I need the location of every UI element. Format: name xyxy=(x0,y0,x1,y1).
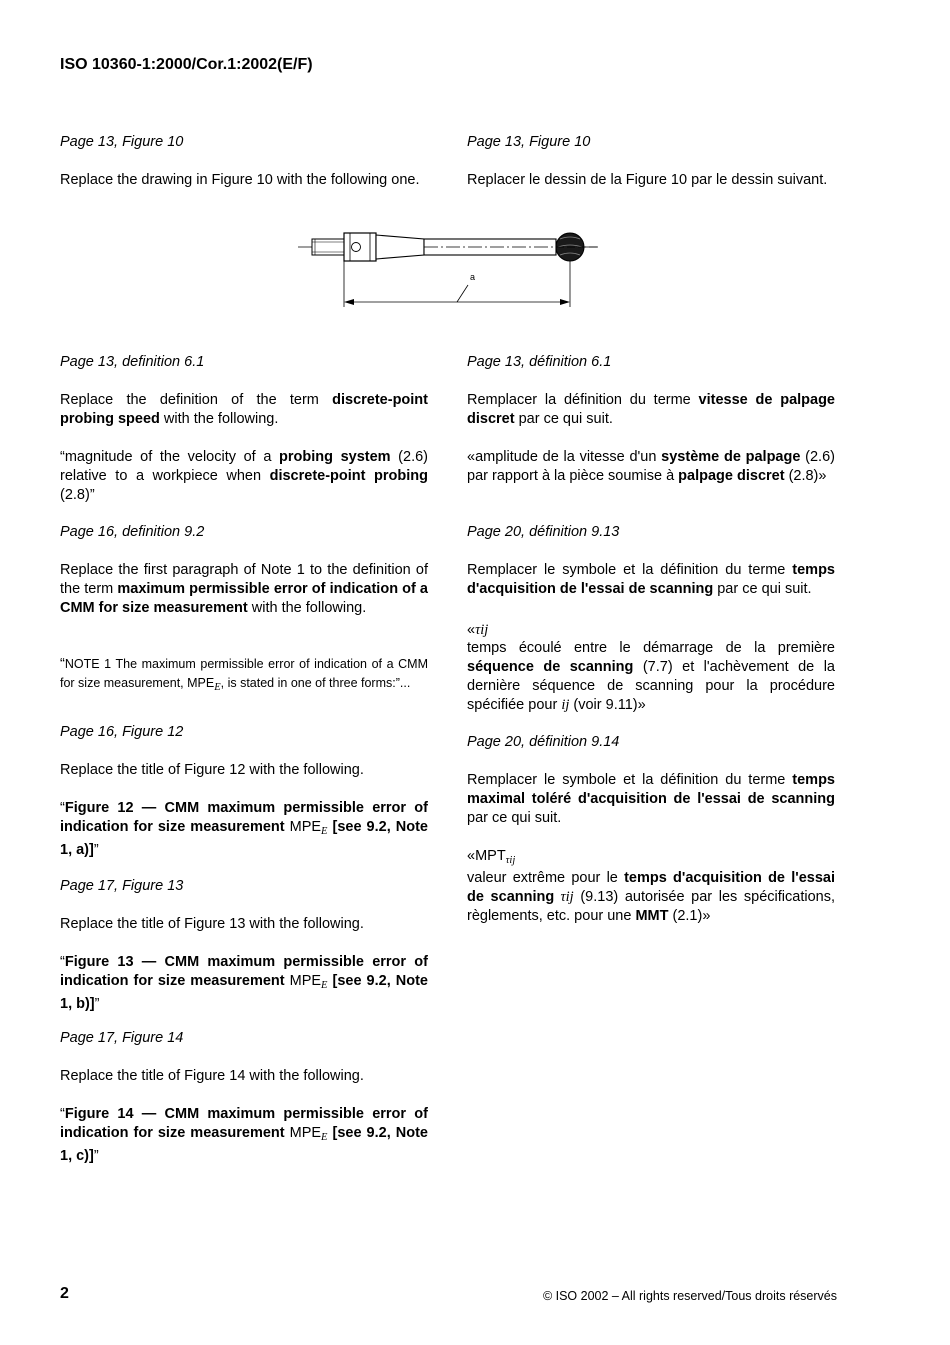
en-s2-p2: “magnitude of the velocity of a probing system (2.6) relative to a workpiece when discrete-point probing (2.8)” xyxy=(60,449,428,503)
en-s3-note: “NOTE 1 The maximum permissible error of indication of a CMM for size measurement, $MPE_E$, is stated in one of three forms:”... xyxy=(60,656,428,693)
en-s4-title: “Figure 12 — CMM maximum permissible error of indication for size measurement $MPE_E$ [see 9.2, Note 1, a)]” xyxy=(60,800,428,858)
page-number: 2 xyxy=(60,1285,69,1302)
en-s3-p1: Replace the first paragraph of Note 1 to the definition of the term maximum permissible error of indication of a CMM for size measurement with the following. xyxy=(60,562,428,616)
fr-s3-p1: Remplacer le symbole et la définition du terme temps d'acquisition de l'essai de scanning par ce qui suit. xyxy=(467,562,835,597)
fr-s3-p2: temps écoulé entre le démarrage de la première séquence de scanning (7.7) et l'achèvement de la dernière séquence de scanning pour la procédure spécifiée pour ij (voir 9.11)» xyxy=(467,640,835,713)
en-s4-ref: Page 16, Figure 12 xyxy=(60,724,184,740)
en-s5-text: Replace the title of Figure 13 with the following. xyxy=(60,916,364,932)
en-s1-text: Replace the drawing in Figure 10 with the following one. xyxy=(60,172,420,188)
en-s2-ref: Page 13, definition 6.1 xyxy=(60,354,205,370)
fr-s3-ref: Page 20, définition 9.13 xyxy=(467,524,620,540)
fr-s4-p2: valeur extrême pour le temps d'acquisition de l'essai de scanning τij (9.13) autorisée par les spécifications, règlements, etc. pour une MMT (2.1)» xyxy=(467,870,835,924)
dimension-label: a xyxy=(470,272,476,282)
en-s6-title: “Figure 14 — CMM maximum permissible error of indication for size measurement $MPE_E$ [see 9.2, Note 1, c)]” xyxy=(60,1106,428,1164)
cross-hole xyxy=(352,243,361,252)
en-s5-ref: Page 17, Figure 13 xyxy=(60,878,184,894)
fr-s4-ref: Page 20, définition 9.14 xyxy=(467,734,620,750)
fr-s2-p1: Remplacer la définition du terme vitesse de palpage discret par ce qui suit. xyxy=(467,392,836,427)
en-s6-ref: Page 17, Figure 14 xyxy=(60,1030,184,1046)
leader-line xyxy=(457,285,468,302)
fr-s3-symbol: «τij xyxy=(467,622,489,638)
thread-section xyxy=(312,239,344,255)
stylus-drawing xyxy=(290,225,610,315)
document-header: ISO 10360-1:2000/Cor.1:2002(E/F) xyxy=(60,56,313,73)
stylus-taper xyxy=(376,235,424,259)
fr-s4-symbol: «$MPT_{\tau ij}$ xyxy=(467,848,516,866)
fr-s2-ref: Page 13, définition 6.1 xyxy=(467,354,612,370)
copyright-notice: © ISO 2002 – All rights reserved/Tous droits réservés xyxy=(542,1289,837,1303)
fr-s4-p1: Remplacer le symbole et la définition du terme temps maximal toléré d'acquisition de l'essai de scanning par ce qui suit. xyxy=(467,772,835,826)
fr-s2-p2: «amplitude de la vitesse d'un système de palpage (2.6) par rapport à la pièce soumise à palpage discret (2.8)» xyxy=(467,449,835,484)
en-s4-text: Replace the title of Figure 12 with the following. xyxy=(60,762,364,778)
en-s3-ref: Page 16, definition 9.2 xyxy=(60,524,205,540)
en-s2-p1: Replace the definition of the term discrete-point probing speed with the following. xyxy=(60,392,428,427)
en-s1-ref: Page 13, Figure 10 xyxy=(60,134,184,150)
en-s5-title: “Figure 13 — CMM maximum permissible error of indication for size measurement $MPE_E$ [see 9.2, Note 1, b)]” xyxy=(60,954,428,1012)
fr-s1-text: Replacer le dessin de la Figure 10 par le dessin suivant. xyxy=(467,172,828,188)
en-s6-text: Replace the title of Figure 14 with the following. xyxy=(60,1068,364,1084)
fr-s1-ref: Page 13, Figure 10 xyxy=(467,134,591,150)
